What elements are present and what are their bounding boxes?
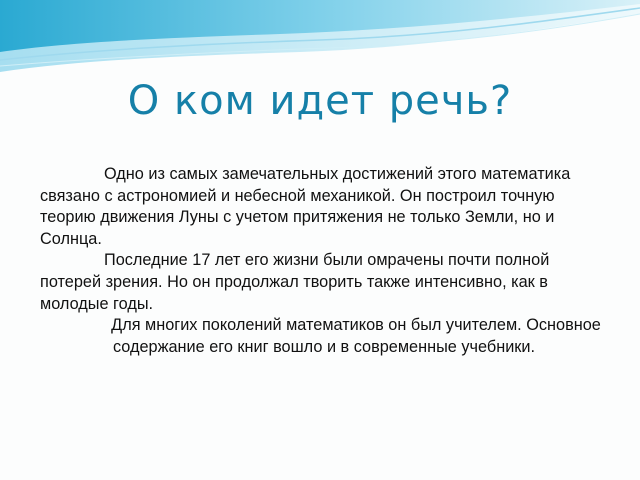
- slide-body: [40, 164, 608, 358]
- slide-title: О ком идет речь?: [127, 78, 513, 124]
- paragraph-1: Одно из самых замечательных достижений этого математика связано с астрономией и небесной механикой. Он построил точную теорию движения Луны с учетом притяжения не только Земли, но и Солнца.: [40, 165, 571, 248]
- paragraph-2: Последние 17 лет его жизни были омрачены почти полной потерей зрения. Но он продолжал творить также интенсивно, как в молодые годы.: [40, 251, 550, 313]
- paragraph-3: Для многих поколений математиков он был учителем. Основное содержание его книг вошло и в современные учебники.: [111, 316, 601, 356]
